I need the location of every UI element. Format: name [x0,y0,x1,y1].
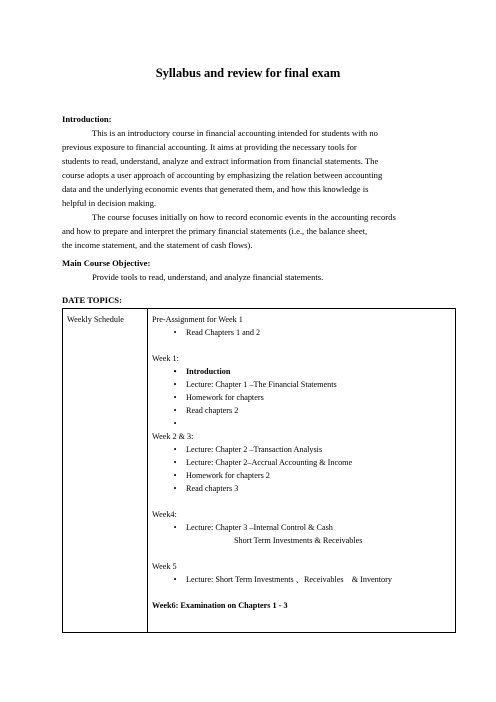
objective-text: Provide tools to read, understand, and analyze financial statements. [92,272,324,282]
date-topics-heading: DATE TOPICS: [62,295,122,305]
objective-heading: Main Course Objective: [62,258,151,268]
list-item: • Lecture: Chapter 2 –Transaction Analysis [170,443,451,456]
intro-line: helpful in decision making. [62,198,157,208]
week2-3-list [152,443,451,495]
list-item: • Read chapters 2 [170,404,451,417]
list-item: • Lecture: Chapter 3 –Internal Control & Cash [170,521,451,534]
pre-assignment-label: Pre-Assignment for Week 1 [152,315,243,324]
intro-line: students to read, understand, analyze and extract information from financial statements. The [62,156,379,166]
bullet-icon: • [173,328,177,337]
week2-3-label: Week 2 & 3: [152,432,194,441]
list-item: • Read Chapters 1 and 2 [170,326,451,339]
list-item: • Lecture: Chapter 1 –The Financial Statements [170,378,451,391]
week6-label: Week6: Examination on Chapters 1 - 3 [152,601,288,610]
bullet-icon: • [173,393,177,402]
week4-label: Week4: [152,510,177,519]
week1-list [152,365,451,430]
pre-assignment-list [152,326,451,339]
bullet-icon: • [173,445,177,454]
list-item: • Lecture: Chapter 2–Accrual Accounting & Income [170,456,451,469]
list-item: • Homework for chapters 2 [170,469,451,482]
bullet-icon: • [173,367,177,376]
bullet-icon: • [173,484,177,493]
bullet-icon: • [173,575,177,584]
bullet-icon: • [173,523,177,532]
introduction-section [62,112,434,252]
bullet-icon: • [173,406,177,415]
date-topics-section [62,293,434,307]
bullet-icon: • [173,458,177,467]
schedule-content-cell [148,309,456,633]
intro-line: previous exposure to financial accounting. It aims at providing the necessary tools for [62,142,357,152]
list-item: • Homework for chapters [170,391,451,404]
intro-line: course adopts a user approach of accounting by emphasizing the relation between accounting [62,170,383,180]
week4-continuation: Short Term Investments & Receivables [234,536,363,545]
bullet-icon: • [173,380,177,389]
week5-list [152,573,451,586]
list-item: • Introduction [170,365,451,378]
weekly-schedule-label: Weekly Schedule [63,309,148,633]
list-item: • Lecture: Short Term Investments 、Receivables & Inventory [170,573,451,586]
intro-line: the income statement, and the statement of cash flows). [62,240,253,250]
bullet-icon: • [173,419,177,428]
document-title: Syllabus and review for final exam [155,66,341,80]
week4-list [152,521,451,534]
intro-line: The course focuses initially on how to record economic events in the accounting records [92,212,396,222]
week1-label: Week 1: [152,354,179,363]
intro-line: and how to prepare and interpret the primary financial statements (i.e., the balance sheet, [62,226,368,236]
table-row [63,309,456,633]
objective-section [62,256,434,284]
schedule-table [62,308,456,633]
list-item: • Read chapters 3 [170,482,451,495]
week5-label: Week 5 [152,562,177,571]
introduction-heading: Introduction: [62,114,112,124]
list-item [170,417,451,430]
bullet-icon: • [173,471,177,480]
intro-line: This is an introductory course in financial accounting intended for students with no [92,128,378,138]
intro-line: data and the underlying economic events that generated them, and how this knowledge is [62,184,369,194]
